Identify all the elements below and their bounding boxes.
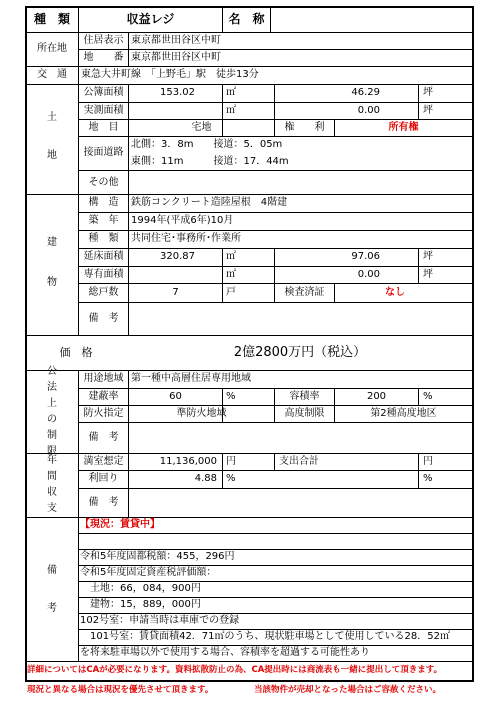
rights-value: 所有権 (388, 122, 419, 133)
road-label: 接面道路 (83, 147, 124, 158)
address-value: 東京都世田谷区中町 (131, 35, 221, 46)
notes-line-6: 101号室：賃貸面積42．71㎡のうち、現状駐車場として使用している28．52㎡ (80, 631, 450, 642)
full-occupancy-value: 11,136,000 (159, 456, 217, 467)
floor-area-m2: 320.87 (160, 251, 195, 262)
building-group-label-1: 建 (47, 237, 57, 248)
notes-label-2: 考 (47, 603, 57, 614)
footer-line-2-left: 現況と異なる場合は現況を優先させて頂きます。 (27, 685, 214, 695)
floor-area-label: 延床面積 (83, 251, 124, 262)
price-label: 価 格 (59, 346, 93, 359)
private-area-tsubo-unit: 坪 (423, 269, 433, 280)
regulation-remarks-label: 備 考 (88, 432, 119, 443)
structure-label: 構 造 (88, 197, 119, 208)
notes-line-1: 令和5年度固都税額：455，296円 (80, 551, 235, 562)
building-remarks-label: 備 考 (88, 313, 119, 324)
regulation-char-1: 公 (47, 366, 57, 377)
fire-label: 防火指定 (83, 408, 124, 419)
actual-area-label: 実測面積 (83, 105, 124, 116)
transport-label: 交 通 (37, 69, 67, 80)
yield-unit-right: % (423, 473, 433, 484)
floor-area-m2-unit: ㎡ (226, 251, 236, 262)
built-label: 築 年 (88, 215, 119, 226)
actual-area-m2-unit: ㎡ (226, 105, 236, 116)
price-value: 2億2800万円（税込） (233, 345, 367, 360)
income-char-4: 支 (47, 503, 57, 514)
regulation-char-6: 限 (47, 446, 57, 457)
transport-value: 東急大井町線 「上野毛」駅 徒歩13分 (81, 69, 259, 80)
land-group-label-1: 土 (47, 112, 57, 123)
far-value: 200 (366, 391, 387, 402)
far-label: 容積率 (289, 391, 320, 402)
notes-line-4: 建物：15，889，000円 (80, 599, 201, 610)
expense-unit: 円 (423, 456, 433, 467)
expense-label: 支出合計 (279, 456, 319, 467)
address-label: 住居表示 (83, 35, 124, 46)
regulation-char-3: 上 (47, 398, 57, 409)
lot-value: 東京都世田谷区中町 (131, 52, 221, 63)
building-group-label-2: 物 (47, 277, 57, 288)
zoning-label: 用途地域 (83, 373, 124, 384)
private-area-label: 専有面積 (83, 269, 124, 280)
type-label: 種 類 (33, 12, 70, 26)
registered-area-tsubo: 46.29 (351, 87, 380, 98)
floor-area-tsubo: 97.06 (351, 251, 380, 262)
footer-line-1: 詳細についてはCAが必要になります。資料拡散防止の為、CA提出時には商流表も一緒に提出して頂きます。 (27, 665, 443, 675)
units-unit: 戸 (226, 287, 236, 298)
registered-area-label: 公簿面積 (83, 87, 124, 98)
full-occupancy-unit: 円 (226, 456, 236, 467)
notes-line-2: 令和5年度固定資産税評価額： (80, 567, 217, 578)
bcr-unit: % (226, 391, 236, 402)
regulation-char-2: 法 (47, 382, 57, 393)
registered-area-m2: 153.02 (160, 87, 195, 98)
notes-line-5: 102号室：申請当時は車庫での登録 (80, 615, 240, 626)
land-category-label: 地 目 (88, 122, 119, 133)
height-value: 第2種高度地区 (370, 408, 437, 419)
registered-area-m2-unit: ㎡ (226, 87, 236, 98)
income-char-3: 収 (47, 487, 57, 498)
type-value: 収益レジ (126, 12, 175, 26)
income-group-label (45, 453, 59, 517)
income-char-1: 年 (47, 455, 57, 466)
footer-line-2-right: 当該物件が売却となった場合はご容赦ください。 (254, 685, 442, 695)
yield-unit: % (226, 473, 236, 484)
private-area-tsubo: 0.00 (357, 269, 380, 280)
rights-label: 権 利 (284, 122, 325, 133)
building-kind-value: 共同住宅･事務所･作業所 (131, 233, 241, 244)
income-char-2: 間 (47, 471, 57, 482)
inspection-label: 検査済証 (284, 287, 325, 298)
land-other-label: その他 (88, 177, 119, 188)
road-line-1: 北側：3．8m 接道：5．05m (131, 139, 283, 150)
zoning-value: 第一種中高層住居専用地域 (131, 373, 251, 384)
fire-value: 準防火地域 (176, 408, 227, 419)
actual-area-tsubo-unit: 坪 (423, 105, 433, 116)
units-value: 7 (172, 287, 179, 298)
actual-area-tsubo: 0.00 (357, 105, 380, 116)
income-remarks-label: 備 考 (88, 497, 119, 508)
floor-area-tsubo-unit: 坪 (423, 251, 433, 262)
land-group-label-2: 地 (47, 150, 57, 161)
land-category-value: 宅地 (191, 122, 212, 133)
road-line-2: 東側：11m 接道：17．44m (131, 156, 289, 167)
structure-value: 鉄筋コンクリート造陸屋根 4階建 (131, 197, 288, 208)
bcr-value: 60 (169, 391, 182, 402)
inspection-value: なし (385, 287, 405, 298)
units-label: 総戸数 (88, 287, 119, 298)
height-label: 高度制限 (284, 408, 325, 419)
yield-value: 4.88 (194, 473, 217, 484)
full-occupancy-label: 満室想定 (83, 456, 124, 467)
location-label: 所在地 (37, 43, 67, 54)
far-unit: % (423, 391, 433, 402)
name-label: 名 称 (228, 12, 265, 26)
yield-label: 利回り (88, 473, 119, 484)
built-value: 1994年(平成6年)10月 (131, 215, 234, 226)
private-area-m2-unit: ㎡ (226, 269, 236, 280)
bcr-label: 建蔽率 (88, 391, 119, 402)
notes-status: 【現況：賃貸中】 (80, 519, 160, 530)
lot-label: 地 番 (83, 52, 124, 63)
notes-line-7: を将来駐車場以外で使用する場合、容積率を超過する可能性あり (80, 647, 370, 658)
notes-label-1: 備 (47, 565, 57, 576)
regulation-char-4: の (47, 414, 57, 425)
regulation-char-5: 制 (47, 430, 57, 441)
building-kind-label: 種 類 (88, 233, 119, 244)
regulation-group-label (45, 364, 59, 460)
registered-area-tsubo-unit: 坪 (423, 87, 433, 98)
notes-line-3: 土地：66，084，900円 (80, 583, 201, 594)
